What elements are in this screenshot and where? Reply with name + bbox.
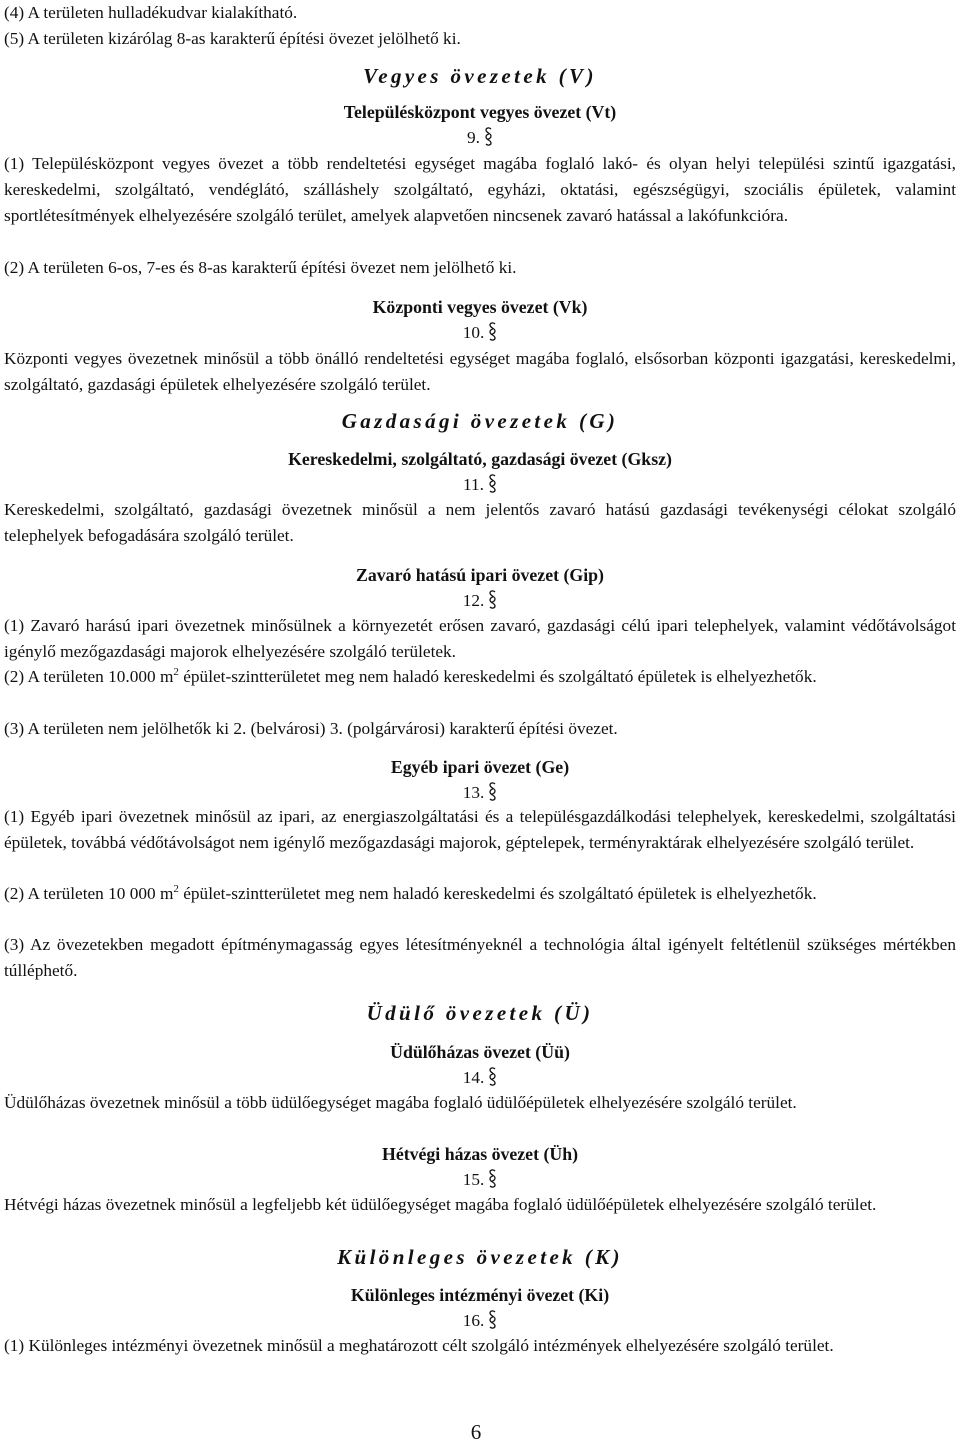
- section-sign-icon: [488, 1067, 497, 1086]
- zone-title-uu: Üdülőházas övezet (Üü): [390, 1042, 570, 1062]
- paragraph-11: Kereskedelmi, szolgáltató, gazdasági övezetnek minősül a nem jelentős zavaró hatású gazdasági tevékenységi célokat szolgáló telephelyek befogadására szolgáló terület.: [4, 500, 956, 545]
- paragraph-9-1: (1) Településközpont vegyes övezet a több rendeltetési egységet magába foglaló lakó- és olyan helyi települési szintű igazgatási, kereskedelmi, szolgáltató, vendéglátó, szálláshely szolgáltató, egyházi, oktatási, egészségügyi, szociális épületek, valamint sportlétesítmények elhelyezésére szolgáló terület, amelyek alapvetően nincsenek zavaró hatással a lakófunkcióra.: [4, 154, 956, 225]
- section-sign-icon: [488, 322, 497, 341]
- paragraph-16-1: (1) Különleges intézményi övezetnek minősül a meghatározott célt szolgáló intézmények elhelyezésére szolgáló terület.: [4, 1336, 834, 1355]
- paragraph-number-14: [4, 1065, 956, 1091]
- zone-title-vk: Központi vegyes övezet (Vk): [372, 297, 588, 317]
- paragraph-10: Központi vegyes övezetnek minősül a több önálló rendeltetési egységet magába foglaló, elsősorban központi igazgatási, kereskedelmi, szolgáltató, gazdasági épületek elhelyezésére szolgáló terület.: [4, 349, 956, 394]
- paragraph-number-label: 9.: [467, 128, 480, 147]
- paragraph-9-2: (2) A területen 6-os, 7-es és 8-as karakterű építési övezet nem jelölhető ki.: [4, 258, 517, 277]
- square-meter-superscript: 2: [173, 666, 179, 678]
- paragraph-13-2-text-after: épület-szintterületet meg nem haladó kereskedelmi és szolgáltató épületek is elhelyezhetők.: [178, 884, 817, 903]
- part-title-kulonleges: Különleges övezetek (K): [337, 1245, 623, 1269]
- paragraph-number-9: [4, 125, 956, 151]
- zone-title-gksz: Kereskedelmi, szolgáltató, gazdasági övezet (Gksz): [288, 449, 672, 469]
- paragraph-number-label: 11.: [463, 475, 484, 494]
- paragraph-15: Hétvégi házas övezetnek minősül a legfeljebb két üdülőegységet magába foglaló üdülőépületek elhelyezésére szolgáló terület.: [4, 1195, 877, 1214]
- paragraph-12-2-text-before: (2) A területen 10.000 m: [4, 667, 174, 686]
- paragraph-number-13: [4, 780, 956, 806]
- paragraph-13-1: (1) Egyéb ipari övezetnek minősül az ipari, az energiaszolgáltatási és a településgazdálkodási telephelyek, kereskedelmi, szolgáltatási épületek, továbbá védőtávolságot nem igénylő mezőgazdasági majorok, géptelepek, terményraktárak elhelyezésére szolgáló terület.: [4, 807, 956, 852]
- paragraph-number-16: [4, 1308, 956, 1334]
- paragraph-13-3: (3) Az övezetekben megadott építménymagasság egyes létesítményeknél a technológia által igényelt feltétlenül szükséges mértékben túlléphető.: [4, 935, 956, 980]
- paragraph-number-label: 10.: [462, 323, 485, 342]
- section-sign-icon: [488, 1169, 497, 1188]
- part-title-udulo: Üdülő övezetek (Ü): [366, 1001, 594, 1025]
- zone-title-uh: Hétvégi házas övezet (Üh): [381, 1144, 579, 1164]
- paragraph-13-2-text-before: (2) A területen 10 000 m: [4, 884, 174, 903]
- intro-line-5: (5) A területen kizárólag 8-as karakterű építési övezet jelölhető ki.: [4, 29, 461, 48]
- intro-line-4: (4) A területen hulladékudvar kialakítható.: [4, 3, 298, 22]
- paragraph-number-label: 12.: [462, 591, 485, 610]
- paragraph-number-10: [4, 320, 956, 346]
- section-sign-icon: [484, 127, 493, 146]
- paragraph-number-15: [4, 1167, 956, 1193]
- paragraph-12-1: (1) Zavaró harású ipari övezetnek minősülnek a környezetét erősen zavaró, gazdasági célú ipari telephelyek, valamint védőtávolságot igénylő mezőgazdasági majorok elhelyezésére szolgáló területek.: [4, 616, 956, 661]
- paragraph-13-2: [4, 881, 956, 907]
- section-sign-icon: [488, 782, 497, 801]
- paragraph-number-label: 15.: [462, 1170, 485, 1189]
- paragraph-12-3: (3) A területen nem jelölhetők ki 2. (belvárosi) 3. (polgárvárosi) karakterű építési övezet.: [4, 719, 618, 738]
- paragraph-number-label: 13.: [462, 783, 485, 802]
- section-sign-icon: [488, 474, 497, 493]
- paragraph-number-12: [4, 588, 956, 614]
- paragraph-12-2: [4, 664, 956, 690]
- zone-title-ge: Egyéb ipari övezet (Ge): [390, 757, 570, 777]
- zone-title-ki: Különleges intézményi övezet (Ki): [350, 1285, 610, 1305]
- paragraph-12-2-text-after: épület-szintterületet meg nem haladó kereskedelmi és szolgáltató épületek is elhelyezhetők.: [178, 667, 817, 686]
- section-sign-icon: [488, 590, 497, 609]
- paragraph-number-label: 16.: [462, 1311, 485, 1330]
- zone-title-gip: Zavaró hatású ipari övezet (Gip): [356, 565, 604, 585]
- paragraph-number-11: [4, 472, 956, 498]
- paragraph-number-label: 14.: [462, 1068, 485, 1087]
- part-title-gazdasagi: Gazdasági övezetek (G): [341, 409, 619, 433]
- section-sign-icon: [488, 1310, 497, 1329]
- zone-title-vt: Településközpont vegyes övezet (Vt): [343, 102, 617, 122]
- square-meter-superscript: 2: [173, 883, 179, 895]
- paragraph-14: Üdülőházas övezetnek minősül a több üdülőegységet magába foglaló üdülőépületek elhelyezésére szolgáló terület.: [4, 1093, 797, 1112]
- page-number: 6: [470, 1420, 482, 1444]
- part-title-vegyes: Vegyes övezetek (V): [363, 64, 597, 88]
